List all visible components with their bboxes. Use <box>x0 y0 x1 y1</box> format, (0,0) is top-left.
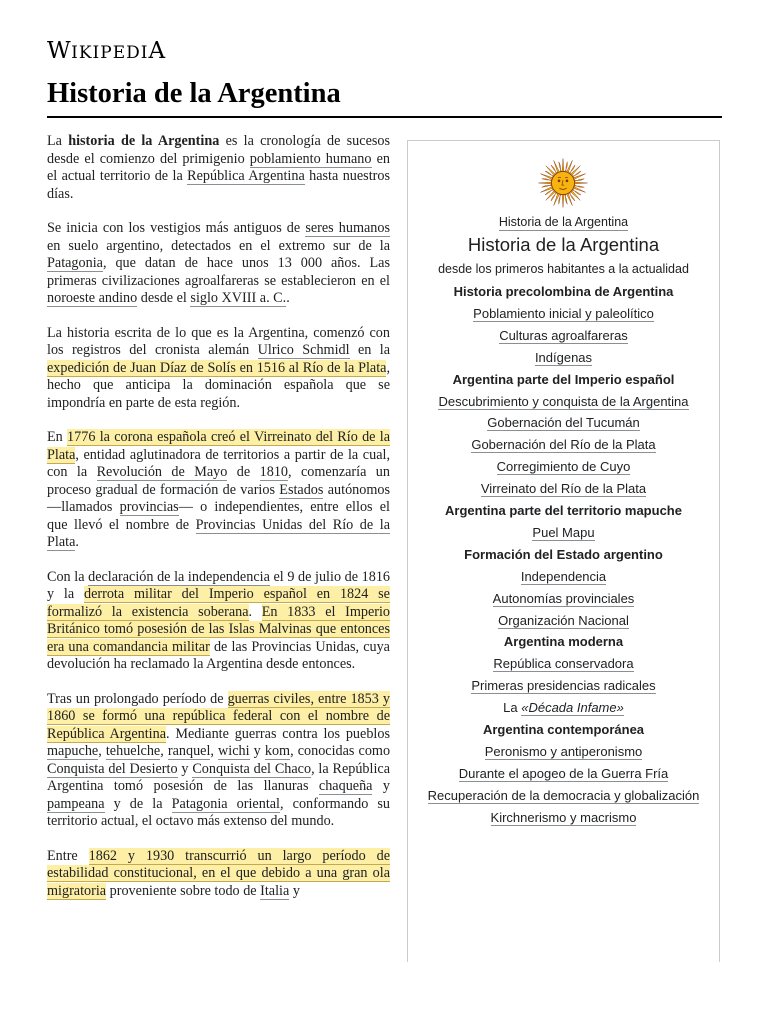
link-provincias-unidas[interactable]: Provincias Unidas del Río de la Plata <box>47 516 390 550</box>
infobox-subtitle: desde los primeros habitantes a la actualidad <box>438 262 689 276</box>
infobox-link[interactable] <box>408 437 719 453</box>
page-title: Historia de la Argentina <box>47 78 341 109</box>
infobox-link-label[interactable]: Puel Mapu <box>532 524 595 540</box>
infobox-link[interactable] <box>408 766 719 782</box>
sun-ray <box>574 182 588 184</box>
infobox-section-header <box>408 634 719 649</box>
highlight-expedicion[interactable]: expedición de Juan Díaz de Solís en 1516 al Río de la Plata <box>47 359 387 376</box>
link-ulrico-schmidl[interactable]: Ulrico Schmidl <box>257 342 350 358</box>
highlight-nombre: con el nombre de República Argentina <box>47 708 390 742</box>
infobox-link-label[interactable]: Primeras presidencias radicales <box>471 678 656 694</box>
link-ola-migratoria[interactable]: gran ola migratoria <box>47 865 391 899</box>
sun-ray <box>539 182 553 184</box>
link-virreinato[interactable]: Virreinato del Río de la Plata <box>47 429 390 463</box>
infobox-section-header <box>408 372 719 387</box>
link-seres-humanos[interactable]: seres humanos <box>305 220 391 236</box>
link-imperio-britanico[interactable]: Imperio Británico <box>47 603 391 637</box>
link-chaquena[interactable]: chaqueña <box>318 778 373 794</box>
link-poblamiento[interactable]: poblamiento humano <box>249 150 372 167</box>
section-header-label: Argentina contemporánea <box>482 722 645 737</box>
infobox-link-label[interactable]: Corregimiento de Cuyo <box>496 459 631 475</box>
section-header-label: Argentina parte del territorio mapuche <box>445 503 682 518</box>
infobox-link-label[interactable]: Durante el apogeo de la Guerra Fría <box>458 765 669 781</box>
sun-ray <box>562 194 564 208</box>
infobox-link[interactable] <box>408 459 719 475</box>
section-header-label: Historia precolombina de Argentina <box>453 284 674 299</box>
link-tehuelche[interactable]: tehuelche <box>105 743 161 759</box>
paragraph-6: Tras un prolongado período de guerras civiles, entre 1853 y 1860 se formó una república federal con el nombre de República Argentina. Mediante guerras contra los pueblos mapuche, tehuelche, ranquel, wichi y kom, conocidas como Conquista del Desierto y Conquista del Chaco, la República Argentina tomó posesión de las llanuras chaqueña y pampeana y de la Patagonia oriental, conformando su territorio actual, el octavo más extenso del mundo. <box>47 690 391 829</box>
infobox-link[interactable] <box>408 415 719 431</box>
link-revolucion-de-mayo[interactable]: Revolución de Mayo <box>96 464 228 480</box>
section-header-label: Argentina parte del Imperio español <box>452 371 675 387</box>
infobox-title: Historia de la Argentina <box>467 234 660 255</box>
link-republica-federal[interactable]: república federal <box>172 708 273 724</box>
infobox-link-label[interactable]: Poblamiento inicial y paleolítico <box>473 305 654 321</box>
highlight-1862: 1862 y 1930 transcurrió un largo período de estabilidad constitucional, en el que debido a una <box>47 847 390 881</box>
infobox-link[interactable] <box>408 481 719 497</box>
link-italia[interactable]: Italia <box>260 882 290 899</box>
sun-ray <box>562 159 564 173</box>
link-mapuche[interactable]: mapuche <box>47 743 99 759</box>
link-guerras-civiles[interactable]: guerras civiles <box>227 690 311 707</box>
infobox <box>407 140 720 962</box>
link-patagonia-oriental[interactable]: Patagonia oriental <box>171 795 280 812</box>
infobox-link-label[interactable]: Indígenas <box>534 349 593 365</box>
highlight-1833: En 1833 el <box>261 603 346 620</box>
paragraph-7: Entre 1862 y 1930 transcurrió un largo período de estabilidad constitucional, en el que debido a una gran ola migratoria proveniente sobre todo de Italia y <box>47 847 391 899</box>
logo-letter: W <box>47 38 72 64</box>
infobox-section-header <box>408 503 719 518</box>
infobox-caption[interactable]: Historia de la Argentina <box>498 215 629 229</box>
link-kom[interactable]: kom <box>264 743 291 759</box>
infobox-link[interactable] <box>408 678 719 694</box>
highlight-1853: , entre 1853 y 1860 se formó una <box>47 690 391 724</box>
infobox-link[interactable] <box>408 591 719 607</box>
infobox-link[interactable] <box>408 744 719 760</box>
infobox-link-label[interactable]: Peronismo y antiperonismo <box>484 743 643 759</box>
link-declaracion-independencia[interactable]: declaración de la independencia <box>88 568 270 585</box>
paragraph-5: Con la declaración de la independencia el 9 de julio de 1816 y la derrota militar del Imperio español en 1824 se formalizó la existencia soberana. En 1833 el Imperio Británico tomó posesión de las Islas Malvinas que entonces era una comandancia militar de las Provincias Unidas, cuya devolución ha reclamado la Argentina desde entonces. <box>47 568 391 672</box>
link-siglo[interactable]: siglo XVIII a. C. <box>190 290 287 306</box>
infobox-link[interactable] <box>408 350 719 366</box>
link-conquista-desierto[interactable]: Conquista del Desierto <box>47 760 178 777</box>
paragraph-4: En 1776 la corona española creó el Virreinato del Río de la Plata, entidad aglutinadora de territorios a partir de la cual, con la Revolución de Mayo de 1810, comenzaría un proceso gradual de formación de varios Estados autónomos —llamados provincias— o independientes, entre ellos el que llevó el nombre de Provincias Unidas del Río de la Plata. <box>47 429 390 550</box>
infobox-link-label[interactable]: Virreinato del Río de la Plata <box>480 481 647 497</box>
infobox-link-label[interactable]: Organización Nacional <box>498 612 629 628</box>
infobox-section-header <box>408 284 719 299</box>
link-noroeste-andino[interactable]: noroeste andino <box>47 290 138 306</box>
infobox-link-label[interactable]: Kirchnerismo y macrismo <box>490 809 637 825</box>
link-conquista-chaco[interactable]: Conquista del Chaco <box>192 760 312 777</box>
link-wichi[interactable]: wichi <box>218 743 250 759</box>
sun-of-may-icon <box>527 147 599 219</box>
infobox-link[interactable] <box>408 525 719 541</box>
link-comandancia-militar[interactable]: comandancia militar <box>93 638 210 655</box>
bold-term: historia de la Argentina <box>68 133 220 149</box>
logo-letters: IKIPEDI <box>71 43 149 63</box>
link-provincias[interactable]: provincias <box>119 499 179 515</box>
highlight-derrota-militar[interactable]: derrota militar del Imperio español en 1824 se formalizó la existencia soberana <box>47 586 390 620</box>
infobox-link-label[interactable]: Autonomías provinciales <box>492 590 635 606</box>
link-1810[interactable]: 1810 <box>259 464 289 480</box>
link-republica-argentina[interactable]: República Argentina <box>187 168 305 184</box>
paragraph-1: La historia de la Argentina es la cronología de sucesos desde el comienzo del primigenio poblamiento humano en el actual territorio de la República Argentina hasta nuestros días. <box>47 133 390 202</box>
infobox-link-label[interactable]: Culturas agroalfareras <box>499 327 628 343</box>
infobox-section-header <box>408 722 719 737</box>
sun-ray <box>564 193 567 204</box>
link-ranquel[interactable]: ranquel <box>167 743 211 759</box>
link-patagonia[interactable]: Patagonia <box>47 255 103 271</box>
infobox-link[interactable] <box>408 613 719 629</box>
infobox-link[interactable] <box>408 394 719 410</box>
infobox-link-label[interactable]: «Década Infame» <box>521 700 624 716</box>
section-header-label: Argentina moderna <box>503 634 624 650</box>
infobox-link-label[interactable]: República conservadora <box>493 656 634 672</box>
highlight-malvinas: tomó posesión de las Islas Malvinas que entonces era una <box>47 621 390 655</box>
infobox-link-label[interactable]: Recuperación de la democracia y globalización <box>427 787 700 803</box>
highlight-1776: 1776 la corona española creó el <box>67 429 254 445</box>
infobox-link-label[interactable]: Gobernación del Tucumán <box>487 415 640 431</box>
infobox-link[interactable] <box>408 306 719 322</box>
infobox-link[interactable] <box>408 328 719 344</box>
logo-letter: A <box>148 38 166 64</box>
infobox-link-label[interactable]: Descubrimiento y conquista de la Argentina <box>438 393 689 409</box>
infobox-link[interactable] <box>408 810 719 826</box>
link-estados[interactable]: Estados <box>279 481 324 498</box>
infobox-link[interactable] <box>408 700 719 716</box>
article-body <box>47 133 390 917</box>
infobox-link[interactable] <box>408 569 719 585</box>
infobox-section-header <box>408 547 719 562</box>
paragraph-3: La historia escrita de lo que es la Argentina, comenzó con los registros del cronista alemán Ulrico Schmidl en la expedición de Juan Díaz de Solís en 1516 al Río de la Plata, hecho que anticipa la dominación española que se impondría en parte de esta región. <box>47 324 390 411</box>
sun-ray <box>559 162 562 173</box>
infobox-link[interactable] <box>408 788 719 804</box>
link-pampeana[interactable]: pampeana <box>47 795 105 812</box>
link-prefix: La <box>503 700 522 716</box>
title-divider <box>47 116 722 118</box>
wikipedia-logo[interactable] <box>47 38 166 64</box>
section-header-label: Formación del Estado argentino <box>464 546 663 562</box>
paragraph-2: Se inicia con los vestigios más antiguos de seres humanos en suelo argentino, detectados en el extremo sur de la Patagonia, que datan de hace unos 13 000 años. Las primeras civilizaciones agroalfareras se establecieron en el noroeste andino desde el siglo XVIII a. C.. <box>47 220 391 306</box>
sun-ray <box>573 179 584 182</box>
infobox-link[interactable] <box>408 656 719 672</box>
infobox-link-label[interactable]: Gobernación del Río de la Plata <box>471 437 656 453</box>
infobox-link-label[interactable]: Independencia <box>520 568 607 584</box>
sun-ray <box>542 184 553 187</box>
